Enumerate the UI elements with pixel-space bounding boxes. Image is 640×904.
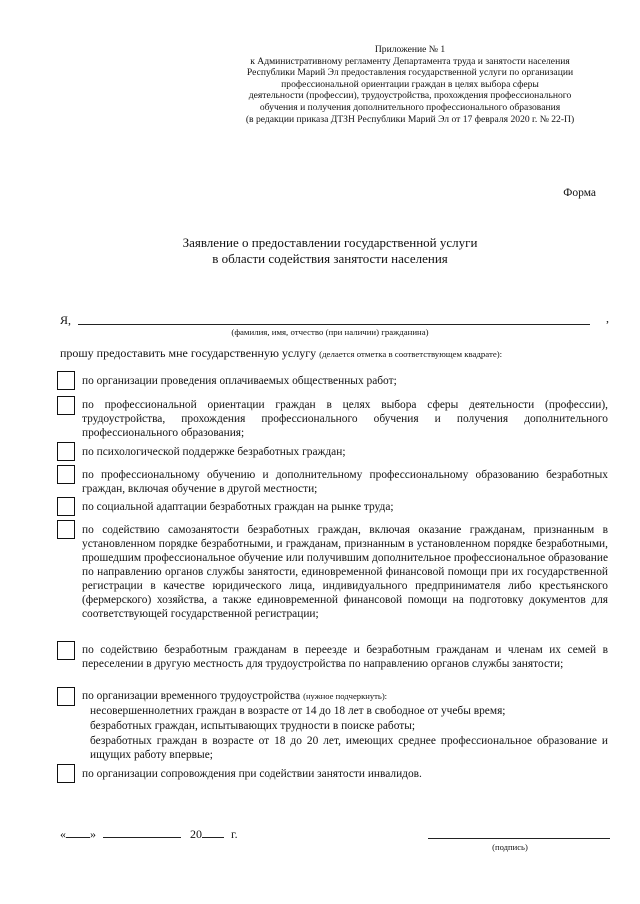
option-text-4: по профессиональному обучению и дополнительному профессиональному образованию безработных граждан, включая обучение в другой местности;	[82, 469, 608, 495]
date-row	[60, 826, 238, 842]
applicant-name-field[interactable]	[78, 324, 590, 325]
request-note: (делается отметка в соответствующем квадрате):	[319, 349, 503, 359]
date-year-field[interactable]	[202, 826, 224, 838]
request-line	[60, 346, 502, 361]
option-text-8	[82, 689, 608, 703]
appendix-header	[210, 44, 610, 125]
option-text-1: по организации проведения оплачиваемых общественных работ;	[82, 375, 397, 387]
option-text-5: по социальной адаптации безработных граждан на рынке труда;	[82, 501, 394, 513]
sub-item-job-search-difficulty[interactable]: безработных граждан, испытывающих трудности в поиске работы;	[90, 720, 416, 732]
header-line: к Административному регламенту Департамента труда и занятости населения	[250, 55, 570, 67]
option-checkbox-4[interactable]	[57, 465, 75, 484]
header-line: деятельности (профессии), трудоустройства, прохождения профессионального	[248, 90, 572, 102]
option-checkbox-9[interactable]	[57, 764, 75, 783]
option-8-note: (нужное подчеркнуть):	[303, 691, 388, 701]
date-month-field[interactable]	[103, 826, 181, 838]
request-text: прошу предоставить мне государственную услугу	[60, 346, 317, 360]
date-open-quote: «	[60, 827, 66, 841]
header-line: Приложение № 1	[374, 44, 446, 55]
option-checkbox-6[interactable]	[57, 520, 75, 539]
applicant-suffix: ,	[606, 311, 609, 325]
option-text-9: по организации сопровождения при содействии занятости инвалидов.	[82, 768, 422, 780]
form-label: Форма	[563, 187, 596, 199]
applicant-caption: (фамилия, имя, отчество (при наличии) гражданина)	[231, 327, 429, 337]
signature-field[interactable]	[428, 838, 610, 839]
option-checkbox-2[interactable]	[57, 396, 75, 415]
option-checkbox-8[interactable]	[57, 687, 75, 706]
option-checkbox-1[interactable]	[57, 371, 75, 390]
header-line: обучения и получения дополнительного профессионального образования	[259, 101, 561, 113]
option-text-6: по содействию самозанятости безработных граждан, включая оказание гражданам, признанным в установленном порядке безработными, и гражданам, признанным в установленном порядке безработными, прошедшим профессиональное обучение или получившим дополнительное профессиональное образование по направлению органов службы занятости, единовременной финансовой помощи при их государственной регистрации в качестве юридического лица, индивидуального предпринимателя либо крестьянского (фермерского) хозяйства, а также единовременной финансовой помощи на подготовку документов для соответствующей государственной регистрации;	[82, 524, 608, 620]
date-close-quote: »	[90, 827, 96, 841]
sub-item-minors[interactable]: несовершеннолетних граждан в возрасте от 14 до 18 лет в свободное от учебы время;	[90, 705, 506, 717]
option-text-2: по профессиональной ориентации граждан в целях выбора сферы деятельности (профессии), трудоустройства, прохождения профессионального обучения и получения дополнительного профессионального образования;	[82, 399, 608, 439]
document-title	[100, 235, 560, 267]
option-checkbox-7[interactable]	[57, 641, 75, 660]
option-8-label: по организации временного трудоустройства	[82, 690, 301, 702]
applicant-prefix: Я,	[60, 313, 72, 327]
date-day-field[interactable]	[66, 826, 90, 838]
sub-item-graduates[interactable]: безработных граждан в возрасте от 18 до 20 лет, имеющих среднее профессиональное образование и ищущих работу впервые;	[90, 735, 608, 761]
date-year-suffix: г.	[231, 827, 238, 841]
option-text-3: по психологической поддержке безработных граждан;	[82, 446, 346, 458]
date-year-prefix: 20	[190, 827, 202, 841]
header-line: (в редакции приказа ДТЗН Республики Марий Эл от 17 февраля 2020 г. № 22-П)	[245, 113, 575, 125]
title-line-2: в области содействия занятости населения	[212, 251, 448, 266]
option-checkbox-3[interactable]	[57, 442, 75, 461]
signature-caption: (подпись)	[492, 842, 528, 852]
header-line: профессиональной ориентации граждан в целях выбора сферы	[281, 78, 539, 90]
header-line: Республики Марий Эл предоставления государственной услуги по организации	[246, 67, 574, 79]
title-line-1: Заявление о предоставлении государственной услуги	[182, 235, 478, 250]
option-checkbox-5[interactable]	[57, 497, 75, 516]
option-text-7: по содействию безработным гражданам в переезде и безработным гражданам и членам их семей в переселении в другую местность для трудоустройства по направлению органов службы занятости;	[82, 644, 608, 670]
